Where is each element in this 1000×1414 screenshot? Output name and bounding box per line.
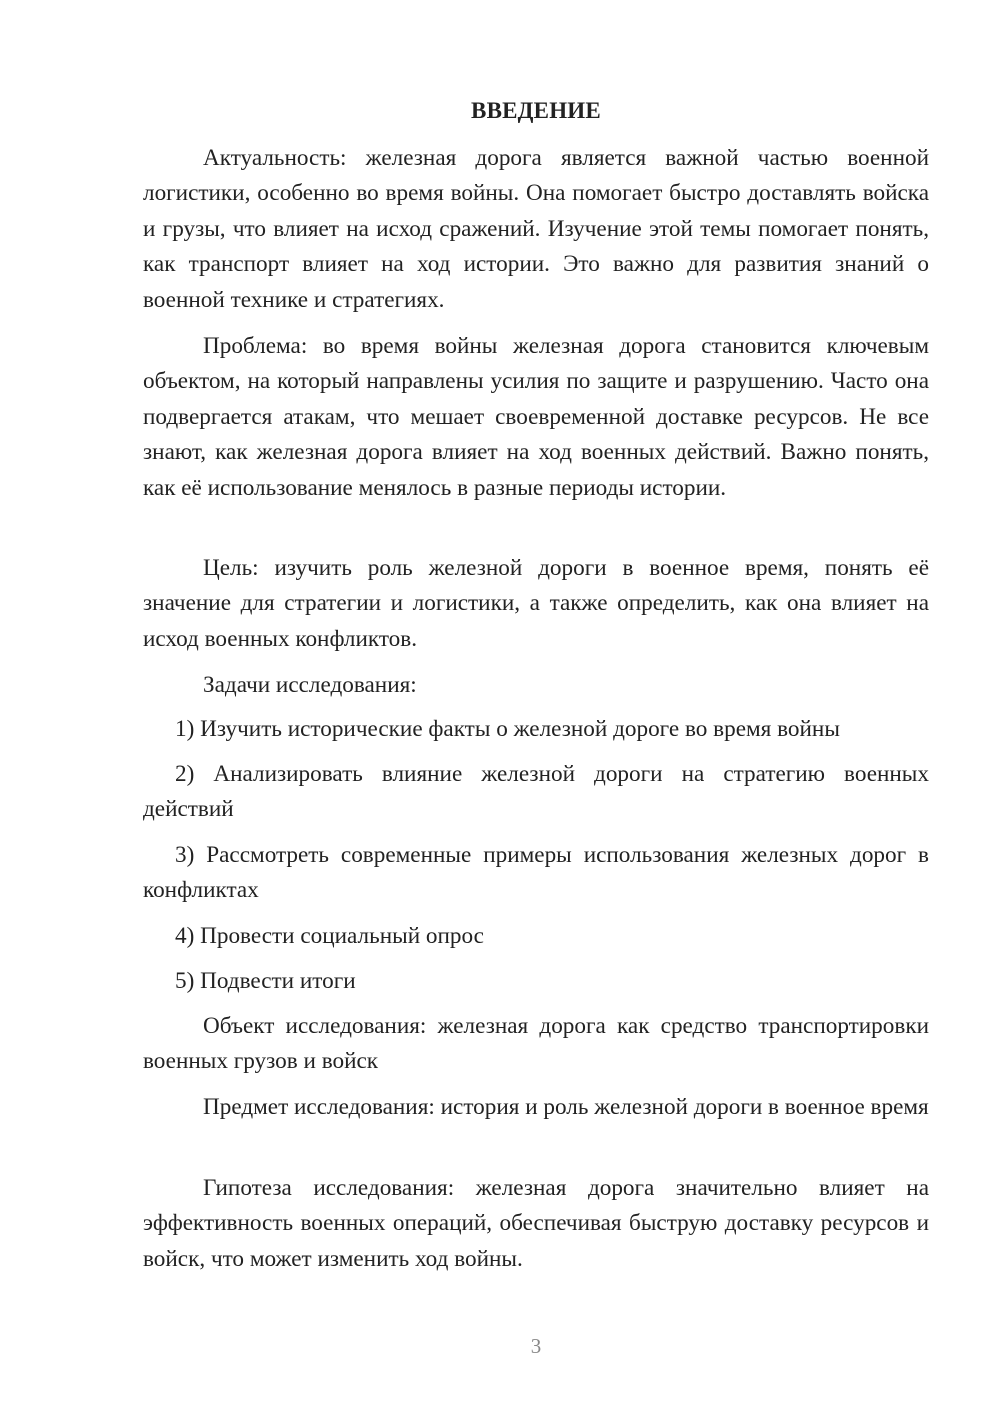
task-item-3: 3) Рассмотреть современные примеры использования железных дорог в конфликтах [143, 842, 929, 904]
task-item-4: 4) Провести социальный опрос [175, 923, 484, 949]
paragraph-hypothesis: Гипотеза исследования: железная дорога значительно влияет на эффективность военных операций, обеспечивая быструю доставку ресурсов и войск, что может изменить ход войны. [143, 1175, 929, 1272]
paragraph-subject: Предмет исследования: история и роль железной дороги в военное время [203, 1094, 929, 1120]
task-item-5: 5) Подвести итоги [175, 968, 356, 994]
tasks-heading: Задачи исследования: [203, 672, 417, 698]
paragraph-goal: Цель: изучить роль железной дороги в военное время, понять её значение для стратегии и логистики, а также определить, как она влияет на исход военных конфликтов. [143, 555, 929, 652]
page-number: 3 [530, 1334, 542, 1358]
task-item-1: 1) Изучить исторические факты о железной дороге во время войны [175, 716, 840, 742]
section-title: ВВЕДЕНИЕ [471, 98, 601, 123]
paragraph-object: Объект исследования: железная дорога как средство транспортировки военных грузов и войск [143, 1013, 929, 1075]
task-item-2: 2) Анализировать влияние железной дороги на стратегию военных действий [143, 761, 929, 823]
paragraph-problem: Проблема: во время войны железная дорога становится ключевым объектом, на который направлены усилия по защите и разрушению. Часто она подвергается атакам, что мешает своевременной доставке ресурсов. Не все знают, как железная дорога влияет на ход военных действий. Важно понять, как её использование менялось в разные периоды истории. [143, 333, 929, 501]
paragraph-relevance: Актуальность: железная дорога является важной частью военной логистики, особенно во время войны. Она помогает быстро доставлять войска и грузы, что влияет на исход сражений. Изучение этой темы помогает понять, как транспорт влияет на ход истории. Это важно для развития знаний о военной технике и стратегиях. [143, 145, 929, 313]
